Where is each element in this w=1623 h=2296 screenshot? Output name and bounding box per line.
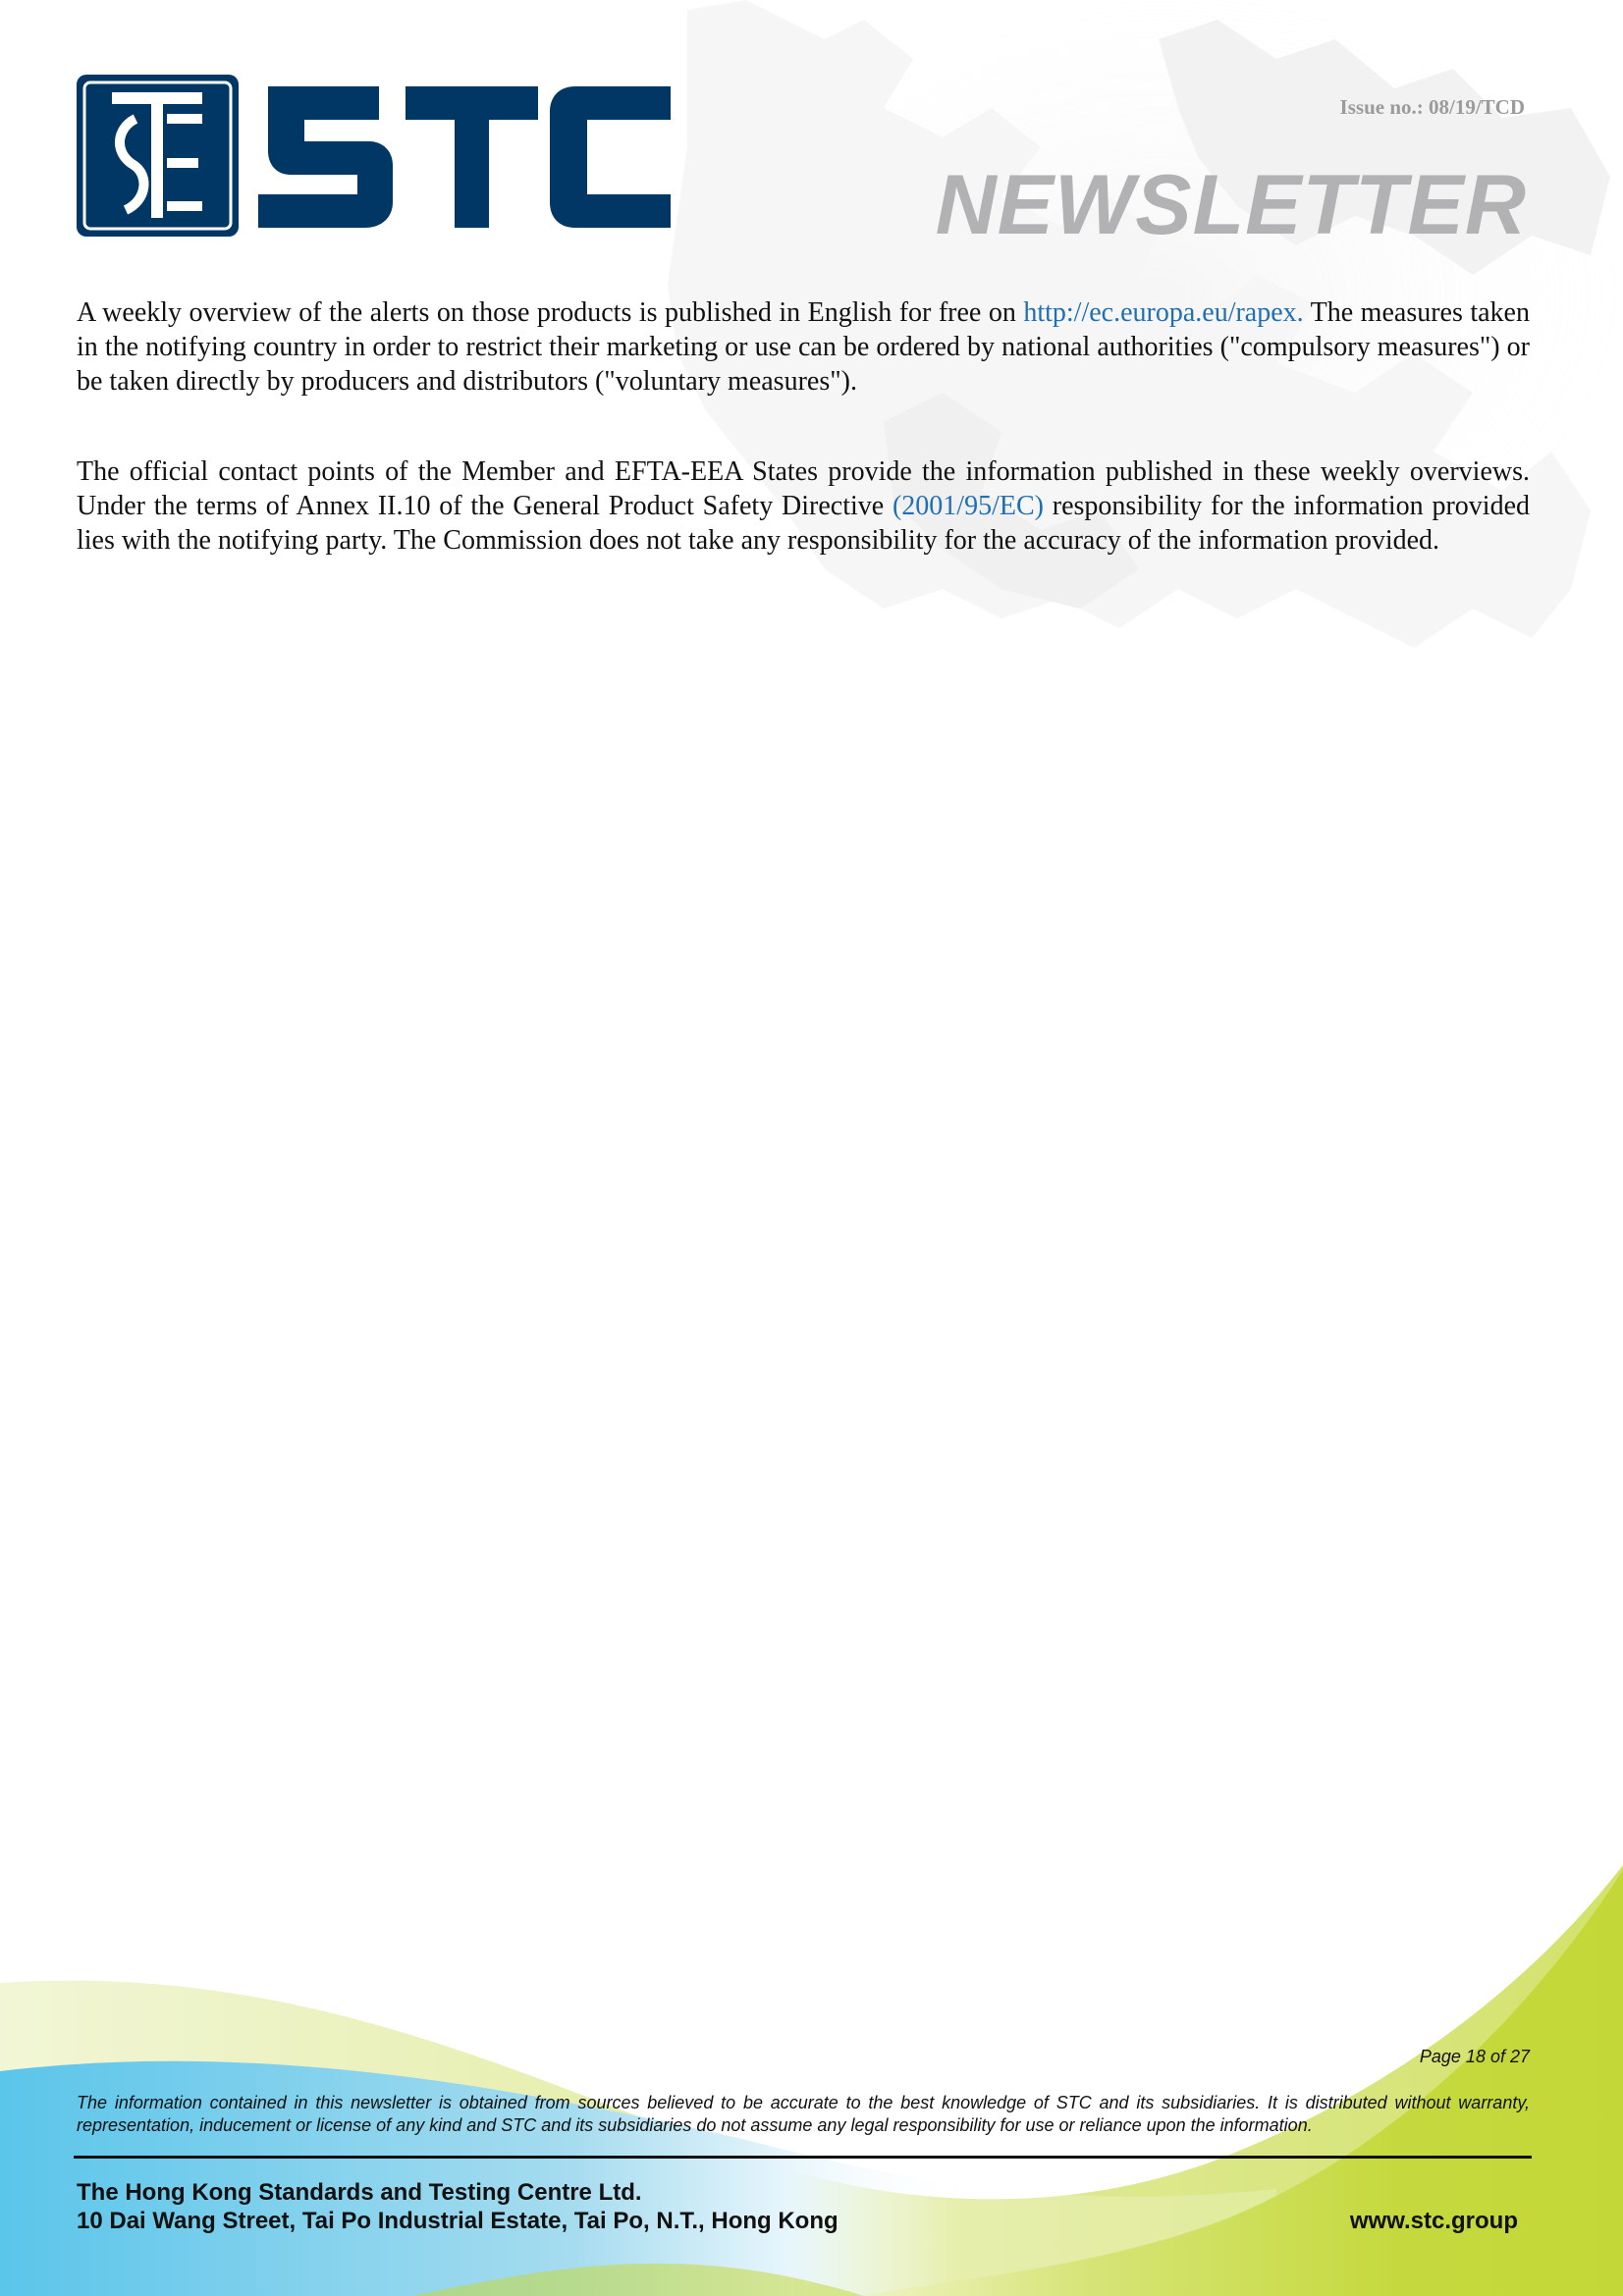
paragraph-text: A weekly overview of the alerts on those products is published in English for free on (77, 297, 1024, 328)
newsletter-title: NEWSLETTER (935, 158, 1527, 252)
stc-logo (77, 75, 676, 240)
paragraph-text: The official contact points of the Member and EFTA-EEA States provide the information published in these weekly overviews. Under the terms of Annex II.10 of the General Product Safety Directive (77, 456, 1530, 521)
footer-divider (74, 2156, 1532, 2159)
body-paragraph-1 (77, 295, 1530, 399)
rapex-link[interactable]: http://ec.europa.eu/rapex. (1023, 297, 1304, 328)
issue-number: Issue no.: 08/19/TCD (1339, 95, 1525, 119)
paragraph-text: responsibility for the information provided lies with the notifying party. The Commission does not take any responsibility for the accuracy of the information provided. (77, 491, 1530, 556)
page-number: Page 18 of 27 (1419, 2047, 1530, 2066)
website-link[interactable]: www.stc.group (1349, 2208, 1518, 2234)
disclaimer: The information contained in this newsletter is obtained from sources believed to be accurate to the best knowledge of STC and its subsidiaries. It is distributed without warranty, representation, inducement or license of any kind and STC and its subsidiaries do not assume any legal responsibility for use or reliance upon the information. (77, 2093, 1530, 2135)
body-paragraph-2 (77, 454, 1530, 558)
stc-wordmark (258, 86, 671, 228)
directive-link[interactable]: (2001/95/EC) (892, 491, 1044, 521)
company-name: The Hong Kong Standards and Testing Centre Ltd. (77, 2179, 642, 2206)
paragraph-text: The measures taken in the notifying country in order to restrict their marketing or use can be ordered by national authorities ("compulsory measures") or be taken directly by producers and distributors ("voluntary measures"). (77, 297, 1530, 397)
company-address: 10 Dai Wang Street, Tai Po Industrial Estate, Tai Po, N.T., Hong Kong (77, 2208, 839, 2234)
stc-emblem-icon (77, 75, 239, 237)
